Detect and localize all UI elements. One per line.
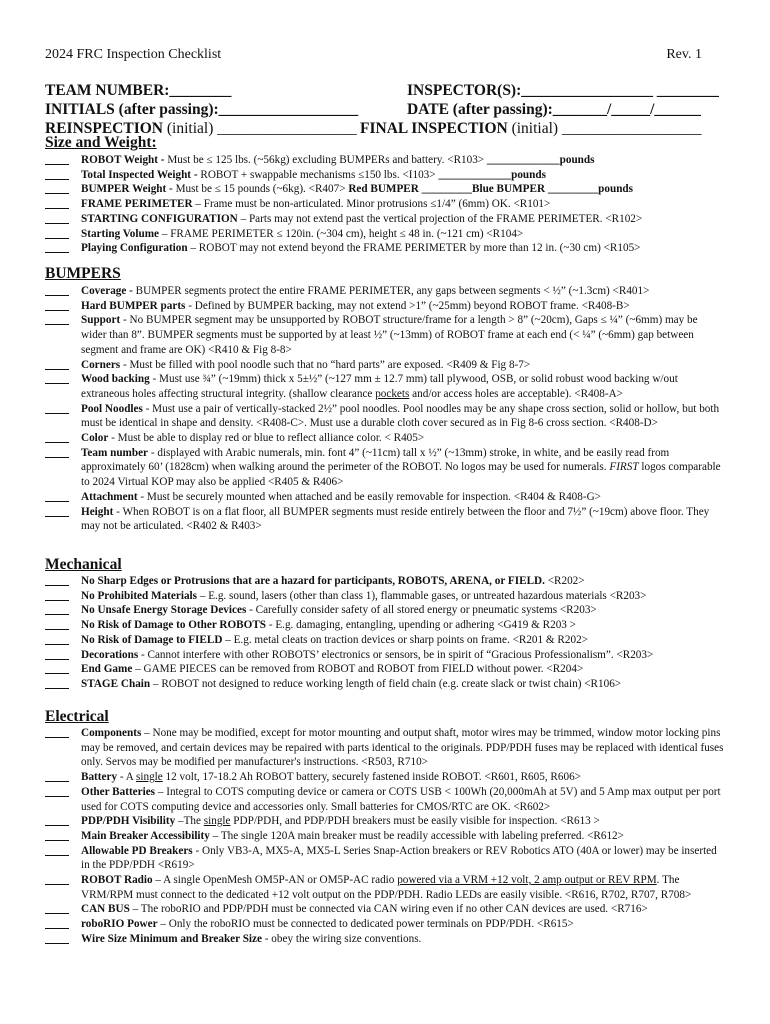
item-title: Coverage - (81, 285, 133, 297)
check-blank[interactable] (45, 358, 69, 370)
checklist-item (45, 241, 725, 256)
check-blank[interactable] (45, 633, 69, 645)
item-title: ROBOT Radio (81, 874, 153, 887)
check-blank[interactable] (45, 431, 69, 443)
check-blank[interactable] (45, 648, 69, 660)
checklist-item (45, 618, 725, 633)
checklist-item (45, 648, 725, 663)
check-blank[interactable] (45, 662, 69, 674)
reinspection-label: REINSPECTION (45, 120, 163, 137)
item-description: – GAME PIECES can be removed from ROBOT and ROBOT from FIELD without power. <R204> (132, 663, 584, 676)
section-heading-mechanical: Mechanical (45, 556, 122, 573)
check-blank[interactable] (45, 785, 69, 797)
item-description-cont: 12 volt, 17-18.2 Ah ROBOT battery, securely fastened inside ROBOT. <R601, R605, R606> (162, 771, 581, 784)
checklist-item (45, 505, 725, 534)
checklist-item (45, 446, 725, 490)
item-title: STARTING CONFIGURATION (81, 212, 238, 225)
item-title: FRAME PERIMETER (81, 198, 193, 211)
checklist-item (45, 284, 725, 299)
final-inspection-initial-line: (initial) __________________ (507, 120, 702, 137)
item-description: – ROBOT may not extend beyond the FRAME PERIMETER by more than 12 in. (~30 cm) <R105> (187, 242, 641, 255)
item-title: Hard BUMPER parts (81, 299, 186, 312)
item-description-cont: PDP/PDH, and PDP/PDH breakers must be easily visible for inspection. <R613 > (230, 815, 600, 828)
item-underlined-text: powered via a VRM +12 volt, 2 amp output or REV RPM (397, 874, 657, 887)
weight-entry-field[interactable]: Red BUMPER _________Blue BUMPER _________pounds (348, 183, 633, 196)
item-title: STAGE Chain (81, 677, 151, 690)
checklist-item (45, 917, 725, 932)
document-title: 2024 FRC Inspection Checklist (45, 47, 222, 62)
weight-entry-field[interactable]: _____________pounds (486, 154, 595, 166)
item-underlined-text: single (136, 771, 163, 784)
item-description: <R202> (544, 575, 585, 587)
document-header (45, 47, 702, 63)
check-blank[interactable] (45, 829, 69, 841)
check-blank[interactable] (45, 182, 69, 194)
item-description: - Cannot interfere with other ROBOTS’ electronics or sensors, be in spirit of “Gracious Professionalism”. <R203> (138, 648, 654, 661)
item-title: Wire Size Minimum and Breaker Size (81, 932, 262, 945)
checklist-item (45, 603, 725, 618)
revision-label: Rev. 1 (666, 47, 702, 62)
checklist-item (45, 402, 725, 431)
check-blank[interactable] (45, 902, 69, 914)
check-blank[interactable] (45, 589, 69, 601)
item-title: End Game (81, 663, 133, 676)
item-title: Attachment (81, 490, 138, 503)
item-description: – E.g. sound, lasers (other than class 1), flammable gases, or untreated hazardous materials <R203> (197, 589, 647, 602)
checklist-item (45, 844, 725, 873)
item-description: - Must be able to display red or blue to reflect alliance color. < R405> (108, 432, 425, 445)
checklist-item (45, 372, 725, 401)
section-heading-size-weight: Size and Weight: (45, 134, 157, 151)
item-description-cont: . The VRM/RPM must connect to the dedicated +12 volt output on the PDP/PDH. Radio LEDs are easily visible. <R616, R702, R707, R708> (81, 874, 692, 901)
check-blank[interactable] (45, 284, 69, 296)
check-blank[interactable] (45, 917, 69, 929)
item-description: – The roboRIO and PDP/PDH must be connected via CAN wiring even if no other CAN devices are used. <R716> (129, 903, 648, 916)
check-blank[interactable] (45, 814, 69, 826)
check-blank[interactable] (45, 197, 69, 209)
item-title: PDP/PDH Visibility (81, 815, 176, 828)
check-blank[interactable] (45, 212, 69, 224)
checklist-item (45, 902, 725, 917)
check-blank[interactable] (45, 726, 69, 738)
final-inspection-label: FINAL INSPECTION (360, 120, 508, 137)
item-description: - obey the wiring size conventions. (261, 932, 422, 945)
checklist-item (45, 677, 725, 692)
reinspection-initial-line: (initial) __________________ (163, 120, 357, 137)
checklist-item (45, 814, 725, 829)
check-blank[interactable] (45, 446, 69, 458)
checklist-item (45, 574, 725, 589)
check-blank[interactable] (45, 932, 69, 944)
item-description: Must be ≤ 125 lbs. (~56kg) excluding BUMPERs and battery. <R103> (164, 154, 487, 166)
check-blank[interactable] (45, 618, 69, 630)
initials-field[interactable]: INITIALS (after passing):__________________ (45, 101, 359, 118)
item-description: – None may be modified, except for motor mounting and output shaft, motor wires may be trimmed, window motor locking pins may be removed, and certain devices may be repaired with parts identical to the originals. PDP/PDH fuses may be replaced with identical fuses only. Servos may be modified per manufacturer's instructions. <R503, R710> (81, 727, 724, 769)
item-title: roboRIO Power (81, 918, 158, 931)
checklist-item (45, 490, 725, 505)
check-blank[interactable] (45, 505, 69, 517)
item-title: Allowable PD Breakers (81, 844, 193, 857)
item-title: Components (81, 727, 142, 739)
check-blank[interactable] (45, 227, 69, 239)
date-field[interactable]: DATE (after passing):_______/_____/______ (407, 101, 701, 118)
mechanical-list (45, 574, 725, 692)
bumpers-list (45, 284, 725, 534)
item-description: - A (117, 771, 137, 784)
checklist-item (45, 212, 725, 227)
item-description: - Must be securely mounted when attached and be easily removable for inspection. <R404 & R408-G> (137, 490, 601, 503)
check-blank[interactable] (45, 574, 69, 586)
item-underlined-text: single (203, 815, 231, 828)
item-description: - E.g. damaging, entangling, upending or adhering <G419 & R203 > (266, 619, 576, 632)
item-description: - Must be filled with pool noodle such that no “hard parts” are exposed. <R409 & Fig 8-7> (120, 358, 531, 371)
inspection-info-block (45, 81, 725, 138)
item-title: Main Breaker Accessibility (81, 829, 210, 842)
check-blank[interactable] (45, 168, 69, 180)
checklist-item (45, 726, 725, 770)
item-description: - No BUMPER segment may be unsupported by ROBOT structure/frame for a length > 8” (~20cm), Gaps ≤ ¼” (~6mm) may be wider than 8”. BUMPER segments must be supported by at least ½” (~13mm) of ROBOT frame at each end (< ¼” (~6mm) gap between segment and frame are OK) <R410 & Fig 8-8> (81, 314, 698, 356)
checklist-item (45, 358, 725, 373)
item-title: Team number (81, 446, 149, 459)
item-title: Starting Volume (81, 227, 160, 240)
item-description: – Parts may not extend past the vertical projection of the FRAME PERIMETER. <R102> (237, 212, 643, 225)
electrical-list (45, 726, 725, 947)
item-description: - Must use ¾” (~19mm) thick x 5±½” (~127 mm ± 12.7 mm) tall plywood, OSB, or solid robust wood backing w/out extraneous holes affecting structural integrity. (shallow clearance (81, 373, 678, 400)
item-title: CAN BUS (81, 903, 130, 916)
item-description: – ROBOT not designed to reduce working length of field chain (e.g. create slack or twist chain) <R106> (150, 677, 622, 690)
team-number-field[interactable]: TEAM NUMBER:________ (45, 82, 232, 99)
inspectors-field[interactable]: INSPECTOR(S):_________________ ________ (407, 82, 719, 99)
check-blank[interactable] (45, 313, 69, 325)
item-description: – The single 120A main breaker must be readily accessible with labeling preferred. <R612> (209, 829, 624, 842)
item-description: - Must use a pair of vertically-stacked 2½” pool noodles. Pool noodles may be any shape cross section, solid or hollow, but both must be identical in shape and density. <R408-C>. Must use a durable cloth cover secured as in Fig 8-6 cross section. <R408-D> (81, 402, 720, 430)
item-description: - Defined by BUMPER backing, may not extend >1” (~25mm) beyond ROBOT frame. <R408-B> (185, 299, 630, 312)
item-title: Height (81, 505, 114, 518)
section-heading-bumpers: BUMPERS (45, 265, 121, 282)
item-description: - displayed with Arabic numerals, min. font 4” (~11cm) tall x ½” (~13mm) stroke, in white, and be easily read from approximately 60’ (1828cm) when walking around the perimeter of the ROBOT. No logos may be used for numerals. (81, 446, 670, 474)
item-title: Other Batteries (81, 785, 156, 798)
checklist-item (45, 770, 725, 785)
item-description: – A single OpenMesh OM5P-AN or OM5P-AC radio (152, 874, 398, 887)
item-description: - Only VB3-A, MX5-A, MX5-L Series Snap-Action breakers or REV Robotics ATO (40A or lower) may be inserted in the PDP/PDH <R619> (81, 844, 717, 872)
check-blank[interactable] (45, 490, 69, 502)
item-italic-text: FIRST (609, 461, 639, 474)
checklist-item (45, 227, 725, 242)
item-title: No Prohibited Materials (81, 589, 198, 602)
checklist-item (45, 662, 725, 677)
item-description: BUMPER segments protect the entire FRAME PERIMETER, any gaps between segments < ½” (~1.3cm) <R401> (132, 285, 650, 297)
check-blank[interactable] (45, 873, 69, 885)
check-blank[interactable] (45, 241, 69, 253)
check-blank[interactable] (45, 603, 69, 615)
item-title: Pool Noodles (81, 402, 143, 415)
checklist-item (45, 633, 725, 648)
check-blank[interactable] (45, 844, 69, 856)
item-description: - When ROBOT is on a flat floor, all BUMPER segments must reside entirely between the floor and 7½” (~19cm) above floor. They may not be articulated. <R402 & R403> (81, 505, 710, 533)
weight-entry-field[interactable]: _____________pounds (438, 168, 546, 181)
item-title: Color (81, 432, 109, 445)
item-description: - Carefully consider safety of all stored energy or pneumatic systems <R203> (246, 604, 597, 617)
item-underlined-text: pockets (375, 387, 410, 400)
item-description: – Frame must be non-articulated. Minor protrusions ≤1/4” (6mm) OK. <R101> (192, 198, 551, 211)
checklist-item (45, 168, 725, 183)
item-description-cont: logos comparable to 2024 Virtual KOP may also be applied <R405 & R406> (81, 461, 721, 489)
item-description: – Integral to COTS computing device or camera or COTS USB < 100Wh (20,000mAh at 5V) and 5 Amp max output per port used for COTS computing device and accessories only. Small batteries for CMOS/RTC are OK. <R602> (81, 785, 721, 813)
item-title: Support (81, 314, 121, 327)
size-weight-list (45, 153, 725, 256)
item-title: No Unsafe Energy Storage Devices (81, 604, 247, 617)
item-description: – E.g. metal cleats on traction devices or sharp points on frame. <R201 & R202> (222, 633, 588, 646)
item-title: Total Inspected Weight - (81, 168, 198, 181)
check-blank[interactable] (45, 770, 69, 782)
checklist-item (45, 932, 725, 947)
checklist-item (45, 299, 725, 314)
item-title: ROBOT Weight - (81, 154, 165, 166)
item-title: Playing Configuration (81, 242, 188, 255)
item-description: – Only the roboRIO must be connected to dedicated power terminals on PDP/PDH. <R615> (157, 918, 574, 931)
item-title: Battery (81, 771, 118, 784)
check-blank[interactable] (45, 153, 69, 165)
item-title: No Risk of Damage to Other ROBOTS (81, 619, 267, 632)
item-description: –The (175, 815, 204, 828)
checklist-item (45, 197, 725, 212)
item-description: – FRAME PERIMETER ≤ 120in. (~304 cm), height ≤ 48 in. (~121 cm) <R104> (159, 227, 524, 240)
item-title: No Sharp Edges or Protrusions that are a hazard for participants, ROBOTS, ARENA, or FIELD. (81, 575, 545, 587)
check-blank[interactable] (45, 372, 69, 384)
item-title: BUMPER Weight - (81, 183, 173, 196)
item-description: ROBOT + swappable mechanisms ≤150 lbs. <I103> (197, 168, 439, 181)
checklist-item (45, 182, 725, 197)
checklist-item (45, 153, 725, 168)
checklist-item (45, 589, 725, 604)
section-heading-electrical: Electrical (45, 708, 109, 725)
check-blank[interactable] (45, 402, 69, 414)
item-title: Decorations (81, 648, 139, 661)
checklist-item (45, 431, 725, 446)
checklist-item (45, 313, 725, 357)
item-title: Wood backing (81, 373, 150, 386)
item-description: Must be ≤ 15 pounds (~6kg). <R407> (172, 183, 349, 196)
checklist-item (45, 829, 725, 844)
item-title: No Risk of Damage to FIELD (81, 633, 223, 646)
item-title: Corners (81, 358, 121, 371)
item-description-cont: and/or access holes are acceptable). <R408-A> (409, 387, 623, 400)
checklist-item (45, 873, 725, 902)
checklist-item (45, 785, 725, 814)
check-blank[interactable] (45, 299, 69, 311)
check-blank[interactable] (45, 677, 69, 689)
